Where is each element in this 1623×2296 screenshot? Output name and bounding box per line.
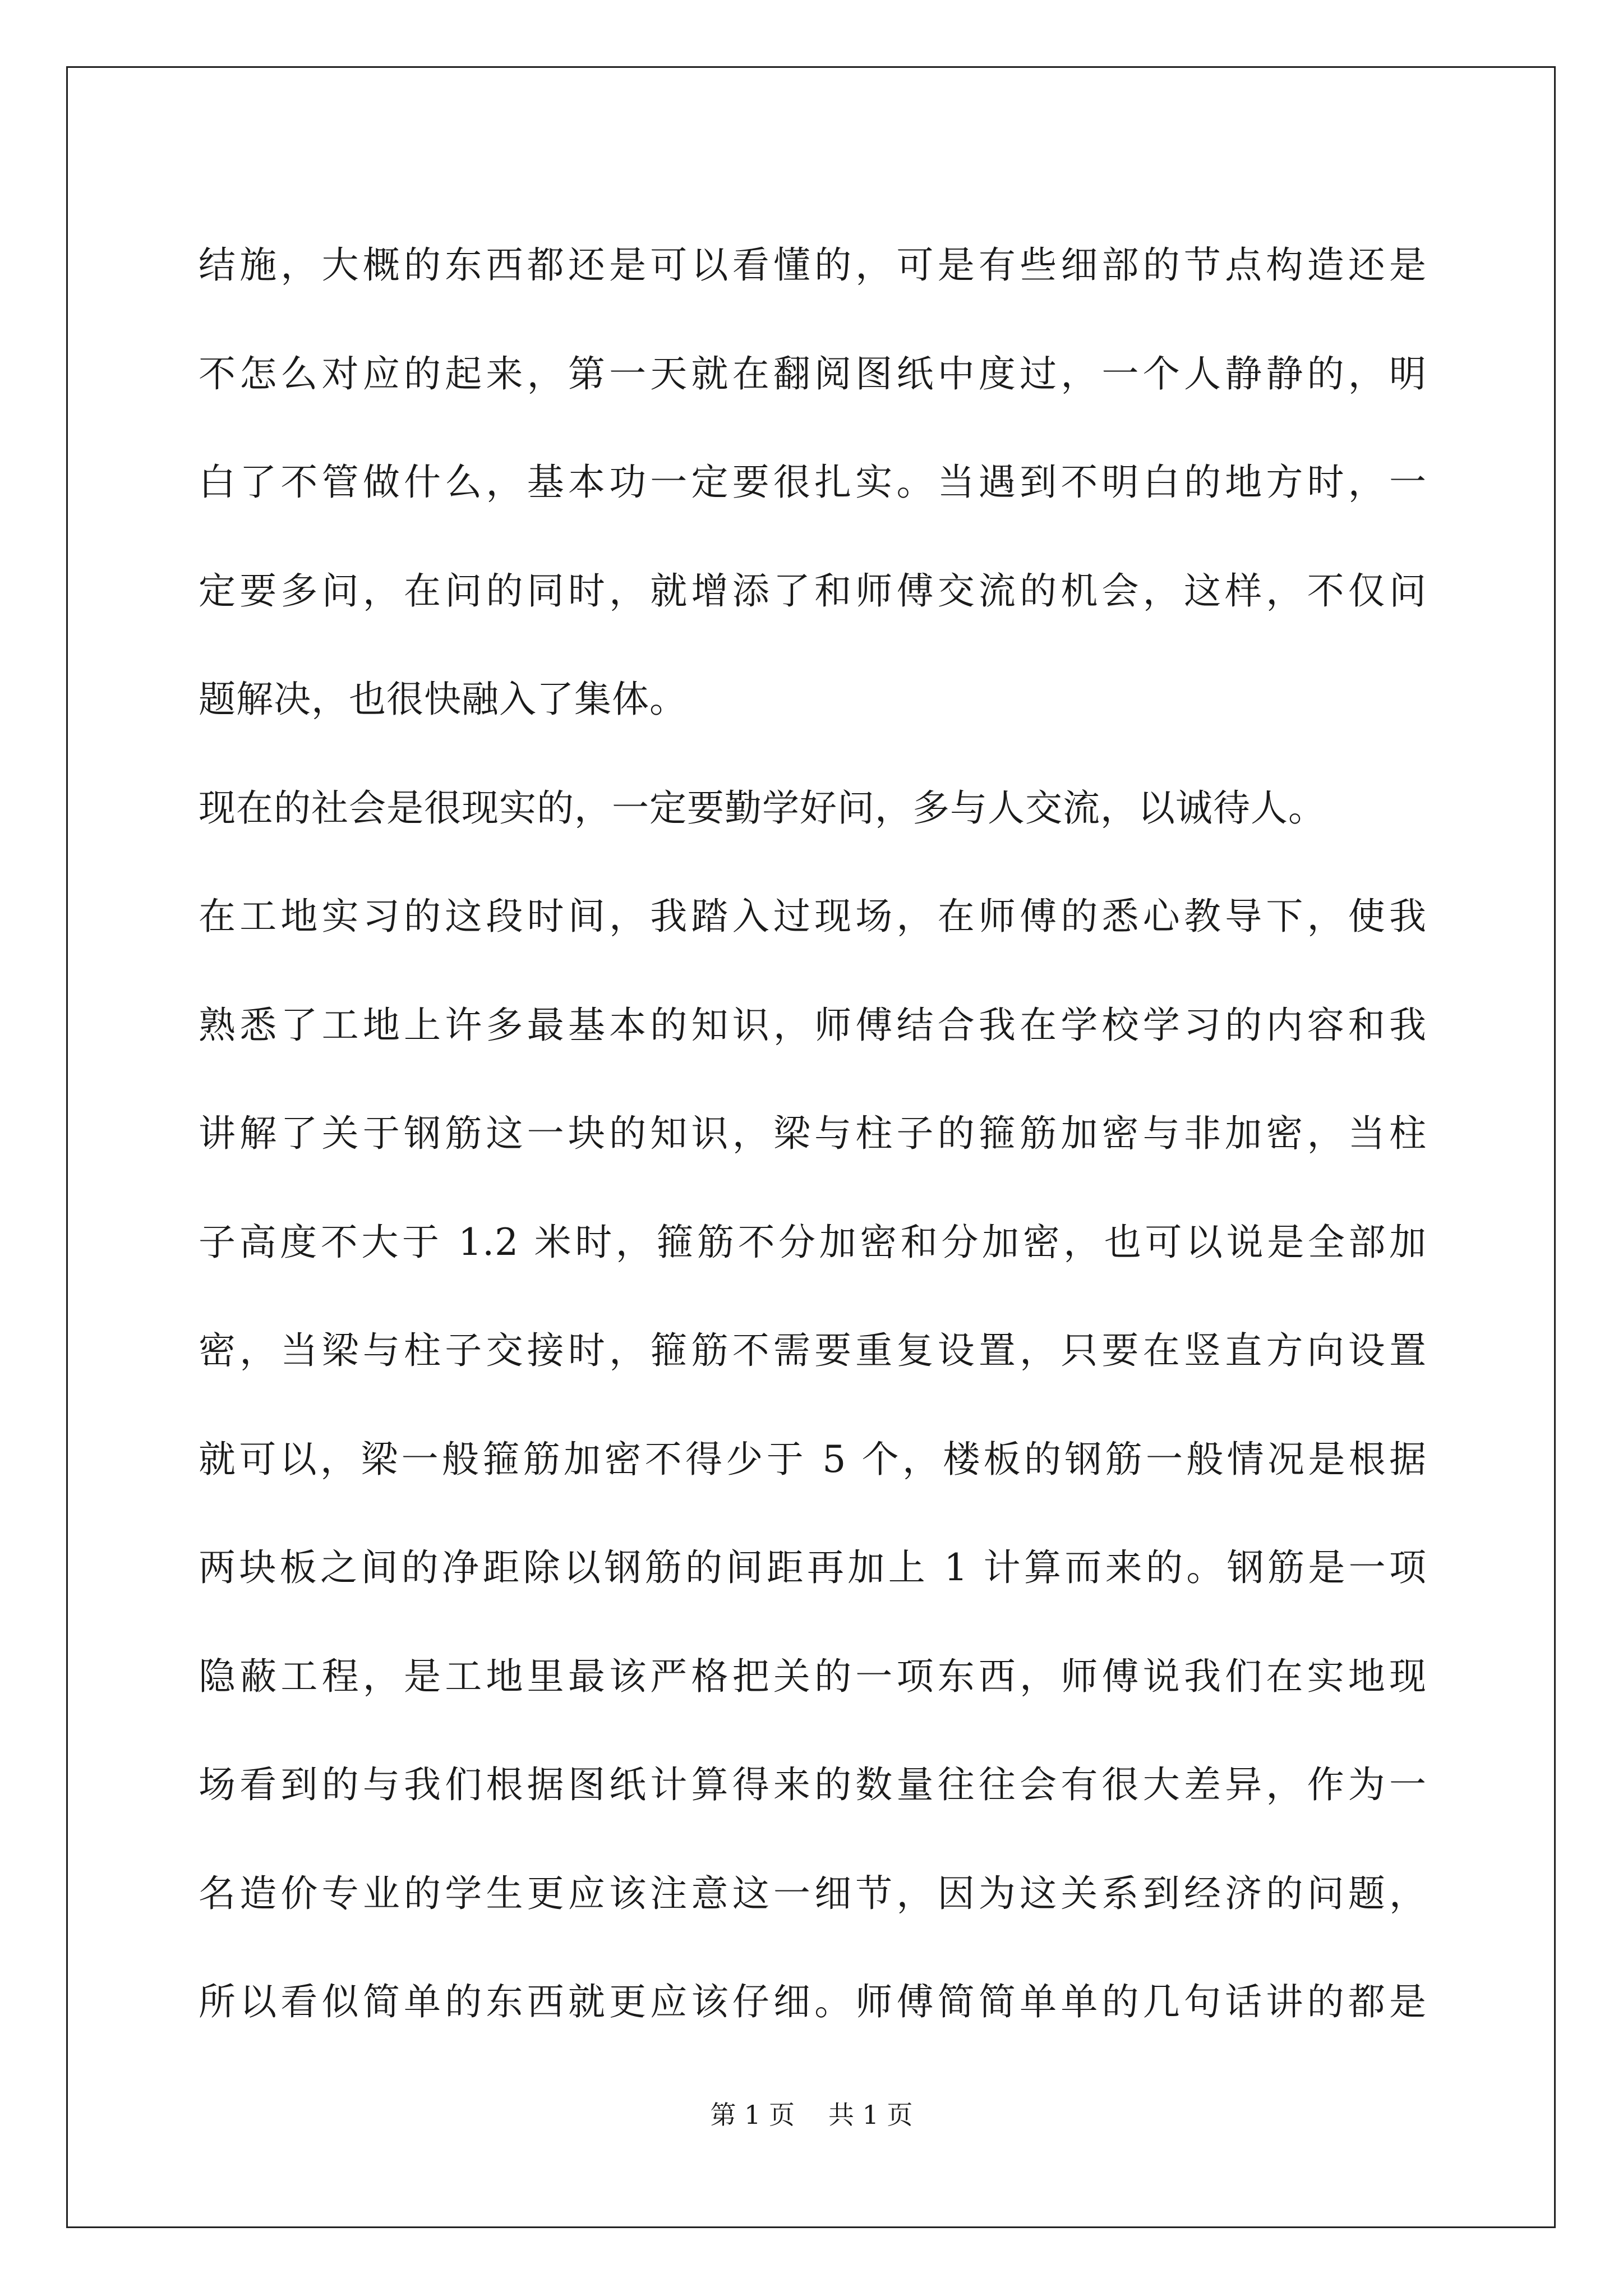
text-line: 子高度不大于 1.2 米时，箍筋不分加密和分加密，也可以说是全部加 bbox=[199, 1220, 1427, 1264]
text-line: 场看到的与我们根据图纸计算得来的数量往往会有很大差异，作为一 bbox=[199, 1763, 1427, 1806]
text-line: 熟悉了工地上许多最基本的知识，师傅结合我在学校学习的内容和我 bbox=[199, 1003, 1427, 1047]
text-line: 两块板之间的净距除以钢筋的间距再加上 1 计算而来的。钢筋是一项 bbox=[199, 1546, 1427, 1589]
text-line: 白了不管做什么，基本功一定要很扎实。当遇到不明白的地方时，一 bbox=[199, 461, 1427, 504]
text-line: 现在的社会是很现实的，一定要勤学好问，多与人交流，以诚待人。 bbox=[199, 786, 1326, 830]
text-line: 密，当梁与柱子交接时，箍筋不需要重复设置，只要在竖直方向设置 bbox=[199, 1329, 1427, 1372]
text-line: 不怎么对应的起来，第一天就在翻阅图纸中度过，一个人静静的，明 bbox=[199, 352, 1427, 395]
page-number: 第 1 页 bbox=[710, 2100, 795, 2130]
text-line: 定要多问，在问的同时，就增添了和师傅交流的机会，这样，不仅问 bbox=[199, 569, 1427, 613]
text-line: 名造价专业的学生更应该注意这一细节，因为这关系到经济的问题， bbox=[199, 1871, 1427, 1915]
text-line: 讲解了关于钢筋这一块的知识，梁与柱子的箍筋加密与非加密，当柱 bbox=[199, 1112, 1427, 1155]
text-line: 隐蔽工程，是工地里最该严格把关的一项东西，师傅说我们在实地现 bbox=[199, 1654, 1427, 1698]
text-line: 在工地实习的这段时间，我踏入过现场，在师傅的悉心教导下，使我 bbox=[199, 895, 1427, 938]
text-line: 题解决，也很快融入了集体。 bbox=[199, 678, 687, 721]
page-total: 共 1 页 bbox=[828, 2100, 913, 2130]
text-line: 所以看似简单的东西就更应该仔细。师傅简简单单的几句话讲的都是 bbox=[199, 1980, 1427, 2023]
text-line: 结施，大概的东西都还是可以看懂的，可是有些细部的节点构造还是 bbox=[199, 243, 1427, 287]
document-body bbox=[199, 211, 1427, 2056]
page-footer bbox=[0, 2098, 1623, 2132]
text-line: 就可以，梁一般箍筋加密不得少于 5 个，楼板的钢筋一般情况是根据 bbox=[199, 1437, 1427, 1481]
